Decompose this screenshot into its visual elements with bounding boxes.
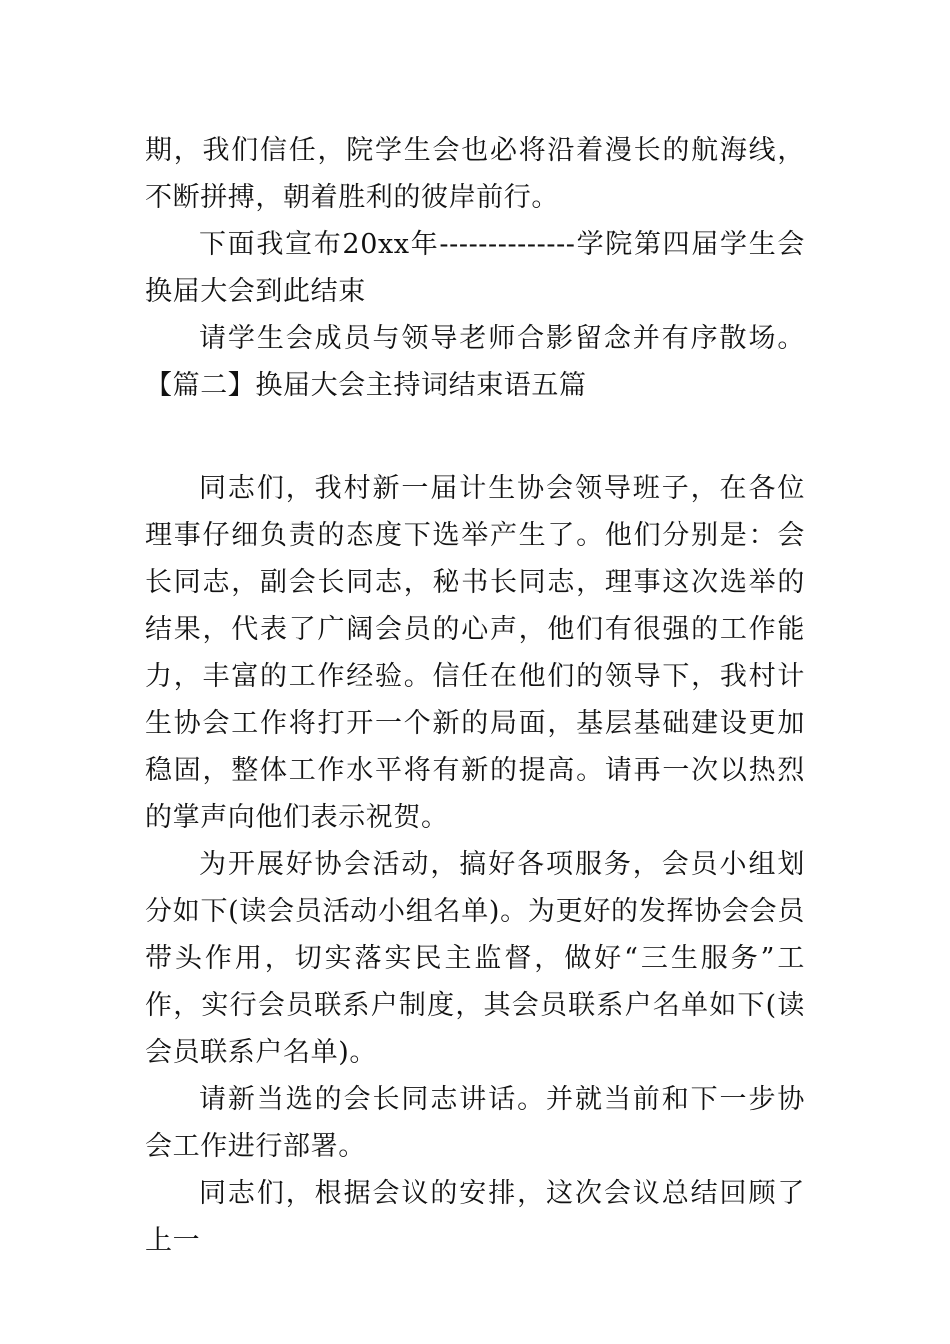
paragraph-continuation: 期，我们信任，院学生会也必将沿着漫长的航海线，不断拼搏，朝着胜利的彼岸前行。 [145,135,805,213]
paragraph-meeting-summary: 同志们，根据会议的安排，这次会议总结回顾了上一 [145,1178,805,1256]
paragraph-member-groups: 为开展好协会活动，搞好各项服务，会员小组划分如下(读会员活动小组名单)。为更好的发挥协会会员带头作用，切实落实民主监督，做好“三生服务”工作，实行会员联系户制度，其会员联系户名单如下(读会员联系户名单)。 [145,849,805,1068]
paragraph-president-speech: 请新当选的会长同志讲话。并就当前和下一步协会工作进行部署。 [145,1084,805,1162]
paragraph-announcement: 下面我宣布20xx年--------------学院第四届学生会换届大会到此结束 [145,229,805,307]
paragraph-closing-photo: 请学生会成员与领导老师合影留念并有序散场。【篇二】换届大会主持词结束语五篇 [145,323,805,401]
paragraph-spacer [145,409,805,465]
paragraph-election-result: 同志们，我村新一届计生协会领导班子，在各位理事仔细负责的态度下选举产生了。他们分别是：会长同志，副会长同志，秘书长同志，理事这次选举的结果，代表了广阔会员的心声，他们有很强的工作能力，丰富的工作经验。信任在他们的领导下，我村计生协会工作将打开一个新的局面，基层基础建设更加稳固，整体工作水平将有新的提高。请再一次以热烈的掌声向他们表示祝贺。 [145,473,805,833]
document-body [145,127,805,1264]
